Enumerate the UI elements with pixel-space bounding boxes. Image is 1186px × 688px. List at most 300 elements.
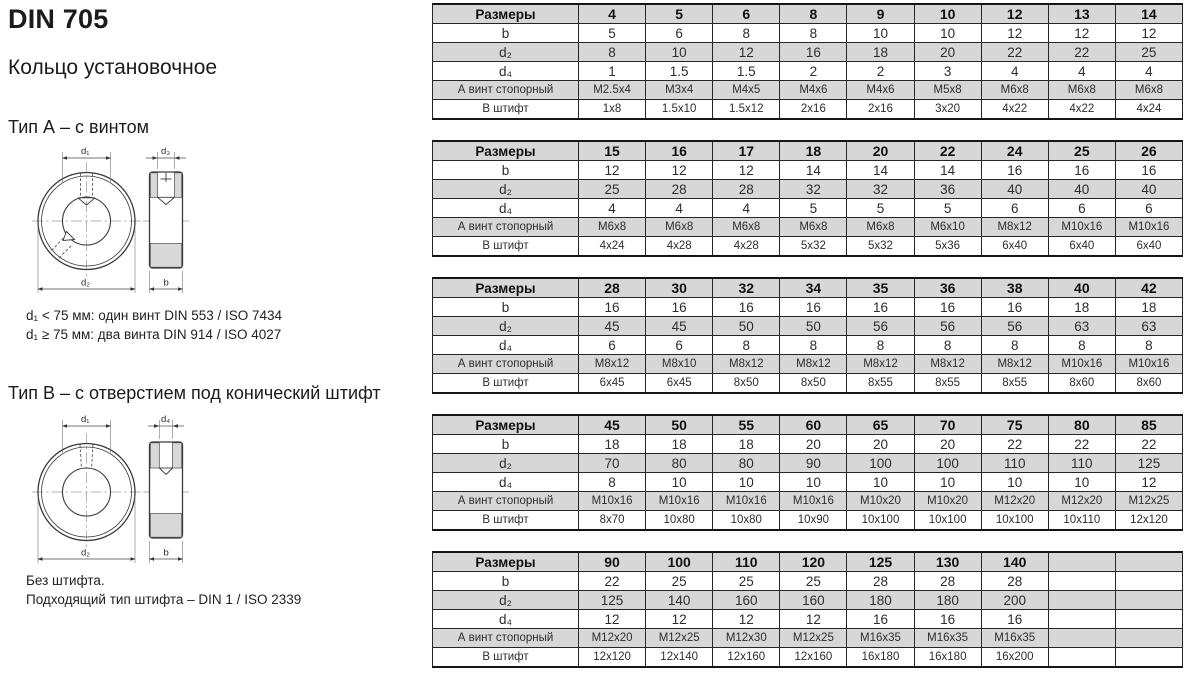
value-cell: 12x120	[579, 648, 646, 668]
value-cell: 16	[847, 610, 914, 629]
size-header-cell: 13	[1048, 4, 1115, 24]
value-cell: 18	[646, 435, 713, 454]
value-cell: 25	[780, 572, 847, 591]
value-cell: 40	[1048, 180, 1115, 199]
row-label-cell: d₄	[433, 199, 579, 218]
size-header-cell: 18	[780, 141, 847, 161]
value-cell: 4x22	[1048, 100, 1115, 120]
value-cell: 160	[713, 591, 780, 610]
value-cell: 6	[579, 336, 646, 355]
table-row	[433, 511, 1183, 531]
value-cell: 16	[646, 298, 713, 317]
value-cell: M8x12	[981, 355, 1048, 374]
ring-side-view	[150, 442, 183, 538]
value-cell	[1048, 648, 1115, 668]
table-row	[433, 629, 1183, 648]
value-cell	[1048, 591, 1115, 610]
size-header-cell: 4	[579, 4, 646, 24]
value-cell: 18	[1048, 298, 1115, 317]
note-line: d₁ ≥ 75 мм: два винта DIN 914 / ISO 4027	[26, 326, 282, 342]
value-cell: 8	[847, 336, 914, 355]
row-label-cell: В штифт	[433, 100, 579, 120]
value-cell: 10	[646, 473, 713, 492]
value-cell: 180	[847, 591, 914, 610]
note-line: Без штифта.	[26, 573, 105, 588]
table-row	[433, 199, 1183, 218]
value-cell: 6	[981, 199, 1048, 218]
value-cell	[1115, 591, 1182, 610]
row-label-cell: А винт стопорный	[433, 492, 579, 511]
value-cell: 10	[847, 24, 914, 43]
value-cell: 20	[780, 435, 847, 454]
value-cell: 2	[847, 62, 914, 81]
table-row	[433, 435, 1183, 454]
size-header-cell: 125	[847, 552, 914, 572]
row-label-cell: b	[433, 24, 579, 43]
value-cell: M5x8	[914, 81, 981, 100]
value-cell: 1.5	[713, 62, 780, 81]
sizes-header-cell: Размеры	[433, 141, 579, 161]
value-cell: 12	[713, 43, 780, 62]
size-header-cell: 22	[914, 141, 981, 161]
value-cell: 12x160	[713, 648, 780, 668]
value-cell: M8x12	[847, 355, 914, 374]
size-header-cell: 38	[981, 278, 1048, 298]
value-cell: 14	[914, 161, 981, 180]
value-cell	[1115, 629, 1182, 648]
size-header-cell: 50	[646, 415, 713, 435]
value-cell: M10x16	[1115, 355, 1182, 374]
table-row	[433, 62, 1183, 81]
value-cell: M10x16	[646, 492, 713, 511]
value-cell: M2.5x4	[579, 81, 646, 100]
size-table-3	[432, 277, 1183, 394]
value-cell: M6x8	[780, 218, 847, 237]
value-cell: 4x24	[579, 237, 646, 257]
value-cell: 4	[981, 62, 1048, 81]
note-line: Подходящий тип штифта – DIN 1 / ISO 2339	[26, 591, 302, 607]
value-cell: 6x40	[981, 237, 1048, 257]
value-cell: 6	[646, 336, 713, 355]
value-cell: 70	[579, 454, 646, 473]
size-table-5	[432, 551, 1183, 668]
row-label-cell: b	[433, 435, 579, 454]
value-cell: 25	[713, 572, 780, 591]
size-header-cell: 25	[1048, 141, 1115, 161]
size-header-cell: 42	[1115, 278, 1182, 298]
table-header-row	[433, 141, 1183, 161]
value-cell: 16	[1115, 161, 1182, 180]
dim-b	[150, 271, 183, 293]
value-cell: 12	[713, 161, 780, 180]
sizes-header-cell: Размеры	[433, 552, 579, 572]
value-cell: 18	[1115, 298, 1182, 317]
table-row	[433, 648, 1183, 668]
table-row	[433, 218, 1183, 237]
value-cell: 12	[1115, 473, 1182, 492]
table-row	[433, 43, 1183, 62]
value-cell: M6x8	[981, 81, 1048, 100]
value-cell: 40	[981, 180, 1048, 199]
value-cell: M16x35	[847, 629, 914, 648]
size-header-cell	[1115, 552, 1182, 572]
value-cell: 5	[579, 24, 646, 43]
row-label-cell: А винт стопорный	[433, 218, 579, 237]
table-row	[433, 374, 1183, 394]
value-cell: M12x20	[1048, 492, 1115, 511]
value-cell: 4x28	[646, 237, 713, 257]
dim-label-b: b	[163, 277, 169, 289]
value-cell: 110	[1048, 454, 1115, 473]
value-cell: M10x16	[579, 492, 646, 511]
value-cell: M10x16	[780, 492, 847, 511]
value-cell: M8x12	[914, 355, 981, 374]
value-cell: M8x12	[579, 355, 646, 374]
size-header-cell: 17	[713, 141, 780, 161]
size-header-cell: 55	[713, 415, 780, 435]
value-cell: 56	[914, 317, 981, 336]
value-cell: 160	[780, 591, 847, 610]
sizes-header-cell: Размеры	[433, 415, 579, 435]
size-header-cell: 130	[914, 552, 981, 572]
table-row	[433, 161, 1183, 180]
row-label-cell: А винт стопорный	[433, 81, 579, 100]
size-header-cell: 15	[579, 141, 646, 161]
type-b-notes	[26, 572, 301, 609]
value-cell: M4x6	[780, 81, 847, 100]
value-cell: M12x30	[713, 629, 780, 648]
row-label-cell: А винт стопорный	[433, 629, 579, 648]
size-table-4	[432, 414, 1183, 531]
dim-label-d2: d₂	[81, 277, 90, 289]
value-cell: 12	[579, 610, 646, 629]
value-cell: 3	[914, 62, 981, 81]
value-cell: 10	[780, 473, 847, 492]
size-header-cell: 12	[981, 4, 1048, 24]
value-cell: 20	[914, 43, 981, 62]
value-cell: 10	[914, 473, 981, 492]
value-cell: 6	[1048, 199, 1115, 218]
size-header-cell: 60	[780, 415, 847, 435]
sizes-header-cell: Размеры	[433, 4, 579, 24]
value-cell: 90	[780, 454, 847, 473]
size-header-cell: 140	[981, 552, 1048, 572]
size-header-cell: 30	[646, 278, 713, 298]
value-cell: 63	[1048, 317, 1115, 336]
value-cell: 8	[713, 24, 780, 43]
size-table-2	[432, 140, 1183, 257]
value-cell: 1.5	[646, 62, 713, 81]
dim-label-d1: d₁	[81, 146, 90, 157]
row-label-cell: А винт стопорный	[433, 355, 579, 374]
value-cell: 12	[1048, 24, 1115, 43]
value-cell: 28	[981, 572, 1048, 591]
value-cell: 4x22	[981, 100, 1048, 120]
table-row	[433, 81, 1183, 100]
type-b-heading: Тип B – с отверстием под конический штифт	[8, 383, 381, 403]
table-row	[433, 473, 1183, 492]
value-cell: M6x8	[646, 218, 713, 237]
table-row	[433, 572, 1183, 591]
value-cell: M6x8	[579, 218, 646, 237]
dim-label-d3: d₃	[161, 146, 171, 157]
value-cell: 4x24	[1115, 100, 1182, 120]
value-cell: M10x16	[1115, 218, 1182, 237]
value-cell: 4	[1048, 62, 1115, 81]
value-cell: 80	[713, 454, 780, 473]
value-cell: M12x25	[780, 629, 847, 648]
row-label-cell: d₂	[433, 454, 579, 473]
size-header-cell: 90	[579, 552, 646, 572]
value-cell: 10	[646, 43, 713, 62]
value-cell: 14	[847, 161, 914, 180]
table-header-row	[433, 278, 1183, 298]
value-cell: 56	[847, 317, 914, 336]
size-header-cell: 10	[914, 4, 981, 24]
size-header-cell: 70	[914, 415, 981, 435]
value-cell: 10	[914, 24, 981, 43]
value-cell: M6x8	[847, 218, 914, 237]
value-cell: 12	[713, 610, 780, 629]
value-cell: 8x60	[1115, 374, 1182, 394]
value-cell: 16	[981, 610, 1048, 629]
size-header-cell: 5	[646, 4, 713, 24]
value-cell: 4	[713, 199, 780, 218]
value-cell: 8	[780, 24, 847, 43]
value-cell: 10x80	[646, 511, 713, 531]
size-header-cell: 8	[780, 4, 847, 24]
value-cell: 4	[646, 199, 713, 218]
value-cell: 22	[1115, 435, 1182, 454]
value-cell: 16x180	[914, 648, 981, 668]
value-cell: M10x16	[713, 492, 780, 511]
row-label-cell: d₂	[433, 591, 579, 610]
value-cell: 8x70	[579, 511, 646, 531]
value-cell: 12	[1115, 24, 1182, 43]
value-cell: 10x90	[780, 511, 847, 531]
value-cell: 63	[1115, 317, 1182, 336]
size-header-cell: 26	[1115, 141, 1182, 161]
size-header-cell: 65	[847, 415, 914, 435]
type-a-heading: Тип А – с винтом	[8, 117, 150, 137]
size-header-cell: 16	[646, 141, 713, 161]
value-cell: 10x80	[713, 511, 780, 531]
size-header-cell: 34	[780, 278, 847, 298]
dim-d4	[148, 414, 184, 439]
table-header-row	[433, 552, 1183, 572]
table-row	[433, 336, 1183, 355]
value-cell: 8x55	[981, 374, 1048, 394]
dim-label-d4: d₄	[161, 414, 171, 425]
value-cell: 22	[1048, 435, 1115, 454]
value-cell: 10x100	[981, 511, 1048, 531]
size-header-cell: 75	[981, 415, 1048, 435]
size-header-cell: 36	[914, 278, 981, 298]
dim-label-d2: d₂	[81, 547, 90, 559]
value-cell: 22	[579, 572, 646, 591]
sizes-header-cell: Размеры	[433, 278, 579, 298]
value-cell: 16	[780, 298, 847, 317]
value-cell: 28	[713, 180, 780, 199]
size-header-cell: 100	[646, 552, 713, 572]
value-cell: M12x20	[981, 492, 1048, 511]
value-cell: 2x16	[780, 100, 847, 120]
row-label-cell: d₄	[433, 336, 579, 355]
value-cell: 8	[780, 336, 847, 355]
type-a-drawing	[12, 138, 212, 303]
value-cell: 16	[981, 298, 1048, 317]
value-cell: 6	[1115, 199, 1182, 218]
value-cell: 10	[981, 473, 1048, 492]
value-cell: 8	[713, 336, 780, 355]
value-cell: 18	[847, 43, 914, 62]
value-cell: 5x36	[914, 237, 981, 257]
value-cell: 22	[1048, 43, 1115, 62]
value-cell: M4x6	[847, 81, 914, 100]
table-row	[433, 317, 1183, 336]
value-cell: 10	[847, 473, 914, 492]
value-cell: 80	[646, 454, 713, 473]
value-cell: 12x140	[646, 648, 713, 668]
table-row	[433, 180, 1183, 199]
row-label-cell: d₄	[433, 62, 579, 81]
table-row	[433, 24, 1183, 43]
value-cell: 16x200	[981, 648, 1048, 668]
value-cell: 16	[914, 298, 981, 317]
value-cell: M8x12	[780, 355, 847, 374]
size-table-1	[432, 3, 1183, 120]
value-cell: 18	[713, 435, 780, 454]
size-header-cell	[1048, 552, 1115, 572]
value-cell: 8	[914, 336, 981, 355]
value-cell: 45	[579, 317, 646, 336]
value-cell: 125	[1115, 454, 1182, 473]
type-b-drawing	[12, 406, 212, 571]
table-row	[433, 355, 1183, 374]
value-cell: 12x160	[780, 648, 847, 668]
value-cell: M16x35	[914, 629, 981, 648]
value-cell: 20	[847, 435, 914, 454]
value-cell: 10x100	[914, 511, 981, 531]
value-cell	[1048, 629, 1115, 648]
table-row	[433, 100, 1183, 120]
value-cell	[1048, 610, 1115, 629]
value-cell: 40	[1115, 180, 1182, 199]
row-label-cell: d₂	[433, 317, 579, 336]
value-cell: 16	[780, 43, 847, 62]
table-header-row	[433, 415, 1183, 435]
value-cell: 2x16	[847, 100, 914, 120]
value-cell: M12x25	[646, 629, 713, 648]
value-cell: 8x60	[1048, 374, 1115, 394]
value-cell: 12x120	[1115, 511, 1182, 531]
value-cell: M16x35	[981, 629, 1048, 648]
row-label-cell: В штифт	[433, 237, 579, 257]
row-label-cell: b	[433, 161, 579, 180]
value-cell: M6x8	[1115, 81, 1182, 100]
second-screw-hidden-lines	[52, 232, 75, 259]
dim-label-d1: d₁	[81, 414, 90, 425]
value-cell: 6x40	[1115, 237, 1182, 257]
value-cell: 16	[914, 610, 981, 629]
value-cell: 8	[1115, 336, 1182, 355]
value-cell: 12	[780, 610, 847, 629]
value-cell: 22	[981, 435, 1048, 454]
value-cell: M10x20	[914, 492, 981, 511]
value-cell: 8	[1048, 336, 1115, 355]
value-cell: 50	[713, 317, 780, 336]
row-label-cell: b	[433, 572, 579, 591]
value-cell	[1115, 610, 1182, 629]
value-cell: 36	[914, 180, 981, 199]
size-header-cell: 28	[579, 278, 646, 298]
value-cell: 14	[780, 161, 847, 180]
value-cell: M10x16	[1048, 355, 1115, 374]
dim-d3	[146, 146, 186, 169]
value-cell: 8	[579, 43, 646, 62]
size-header-cell: 35	[847, 278, 914, 298]
value-cell: 100	[847, 454, 914, 473]
value-cell: M12x25	[1115, 492, 1182, 511]
value-cell: 5	[914, 199, 981, 218]
value-cell: 28	[914, 572, 981, 591]
size-header-cell: 80	[1048, 415, 1115, 435]
value-cell: 5	[847, 199, 914, 218]
value-cell	[1048, 572, 1115, 591]
value-cell: 10	[1048, 473, 1115, 492]
value-cell: 5	[780, 199, 847, 218]
value-cell: 6x45	[646, 374, 713, 394]
value-cell: 6x45	[579, 374, 646, 394]
size-header-cell: 6	[713, 4, 780, 24]
value-cell: 28	[847, 572, 914, 591]
value-cell: 125	[579, 591, 646, 610]
value-cell: M8x12	[981, 218, 1048, 237]
type-a-notes	[26, 307, 282, 344]
value-cell: 5x32	[847, 237, 914, 257]
value-cell: M8x10	[646, 355, 713, 374]
value-cell: 16	[713, 298, 780, 317]
value-cell: 4x28	[713, 237, 780, 257]
size-header-cell: 120	[780, 552, 847, 572]
value-cell: 140	[646, 591, 713, 610]
value-cell: M6x8	[1048, 81, 1115, 100]
value-cell: 8	[981, 336, 1048, 355]
row-label-cell: d₂	[433, 43, 579, 62]
value-cell: 8x50	[713, 374, 780, 394]
value-cell: M10x16	[1048, 218, 1115, 237]
value-cell	[1115, 572, 1182, 591]
value-cell: 12	[579, 161, 646, 180]
page-subtitle: Кольцо установочное	[8, 56, 218, 79]
row-label-cell: В штифт	[433, 374, 579, 394]
value-cell: 2	[780, 62, 847, 81]
table-row	[433, 492, 1183, 511]
value-cell: 4	[579, 199, 646, 218]
value-cell: 6	[646, 24, 713, 43]
value-cell: 12	[646, 610, 713, 629]
value-cell: 10x100	[847, 511, 914, 531]
value-cell: 16	[847, 298, 914, 317]
value-cell: 10x110	[1048, 511, 1115, 531]
row-label-cell: d₄	[433, 610, 579, 629]
value-cell: 6x40	[1048, 237, 1115, 257]
value-cell: 1.5x12	[713, 100, 780, 120]
value-cell: 110	[981, 454, 1048, 473]
value-cell: 16	[579, 298, 646, 317]
row-label-cell: d₄	[433, 473, 579, 492]
size-header-cell: 14	[1115, 4, 1182, 24]
